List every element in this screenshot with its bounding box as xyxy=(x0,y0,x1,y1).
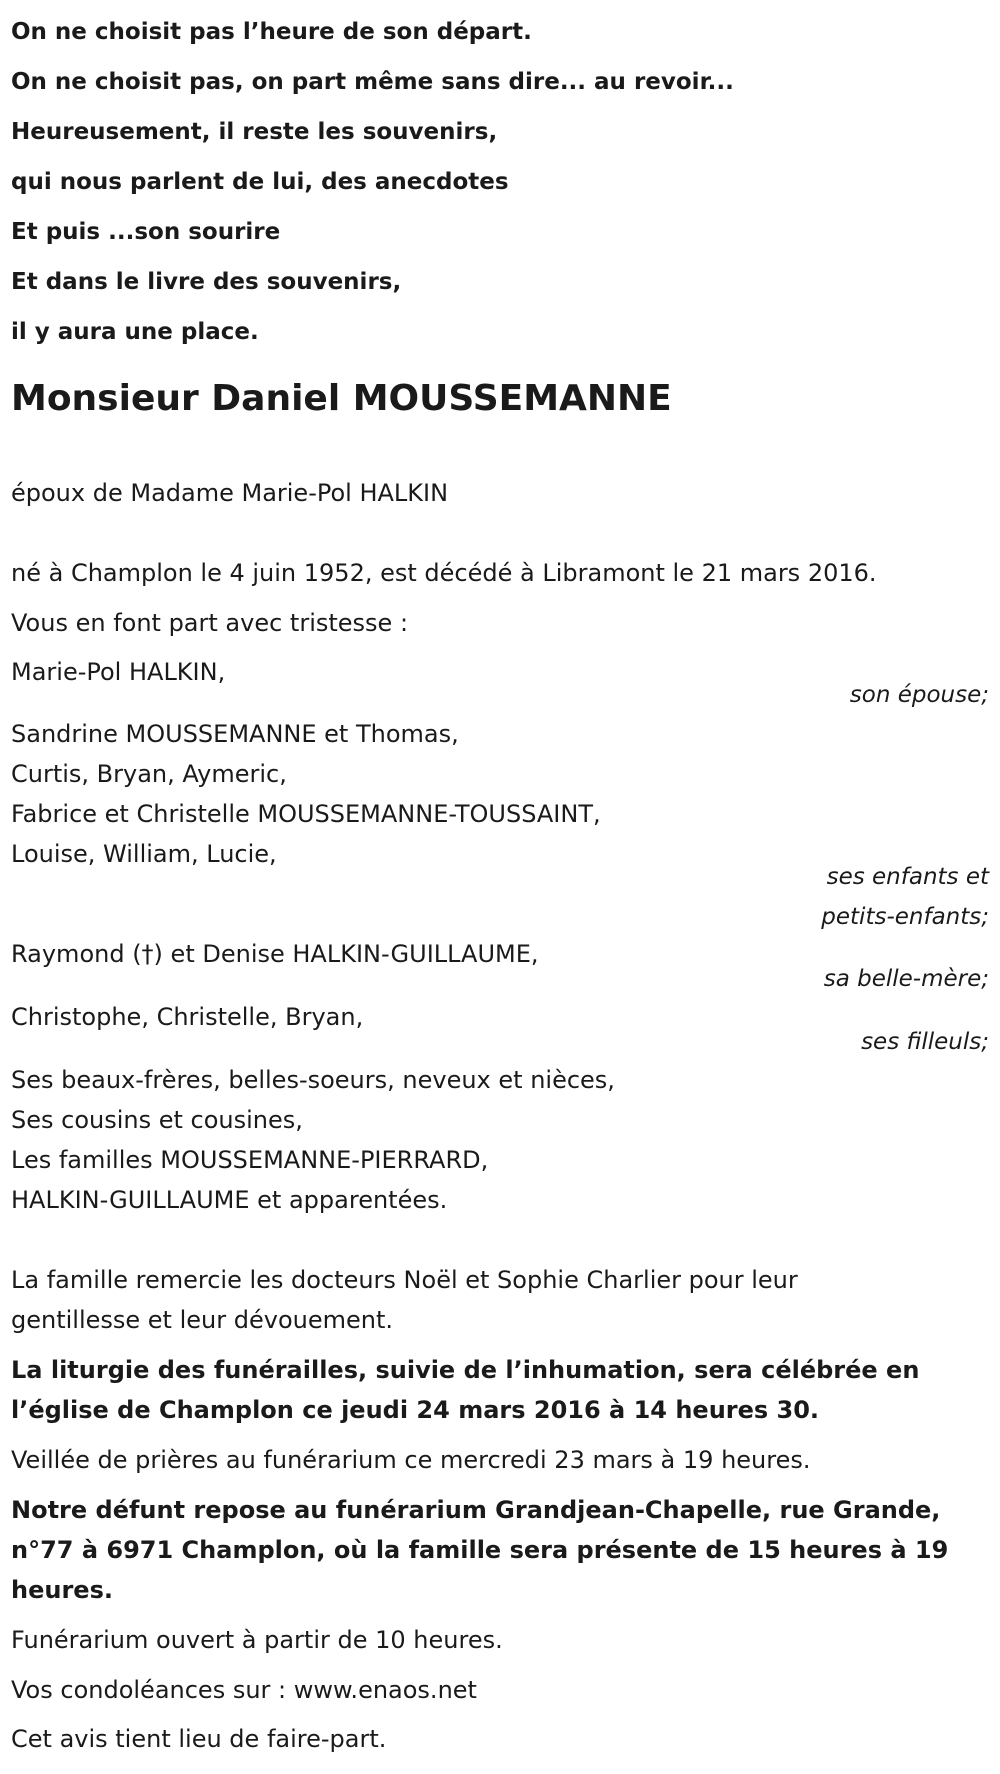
poem-line: qui nous parlent de lui, des anecdotes xyxy=(11,169,509,195)
vigil-line: Veillée de prières au funérarium ce mercredi 23 mars à 19 heures. xyxy=(11,1446,811,1474)
family-others-line: Les familles MOUSSEMANNE-PIERRARD, xyxy=(11,1146,489,1174)
family-godchildren: Christophe, Christelle, Bryan, xyxy=(11,1003,364,1031)
poem-line: On ne choisit pas, on part même sans dire... au revoir... xyxy=(11,69,734,95)
family-child-line: Curtis, Bryan, Aymeric, xyxy=(11,760,287,788)
family-child-line: Louise, William, Lucie, xyxy=(11,840,277,868)
thanks-line: La famille remercie les docteurs Noël et Sophie Charlier pour leur xyxy=(11,1266,798,1294)
family-child-line: Fabrice et Christelle MOUSSEMANNE-TOUSSAINT, xyxy=(11,800,601,828)
godchildren-role: ses filleuls; xyxy=(861,1029,989,1055)
family-others-line: HALKIN-GUILLAUME et apparentées. xyxy=(11,1186,448,1214)
inlaws-role: sa belle-mère; xyxy=(823,966,989,992)
family-spouse-role: son épouse; xyxy=(849,682,989,708)
birth-death-line: né à Champlon le 4 juin 1952, est décédé à Libramont le 21 mars 2016. xyxy=(11,559,877,587)
deceased-name: Monsieur Daniel MOUSSEMANNE xyxy=(11,378,672,419)
poem-line: Et puis ...son sourire xyxy=(11,219,281,245)
funeral-line: l’église de Champlon ce jeudi 24 mars 2016 à 14 heures 30. xyxy=(11,1396,820,1424)
family-spouse-name: Marie-Pol HALKIN, xyxy=(11,658,226,686)
family-others-line: Ses cousins et cousines, xyxy=(11,1106,303,1134)
opening-line: Funérarium ouvert à partir de 10 heures. xyxy=(11,1626,503,1654)
children-role-1: ses enfants et xyxy=(826,864,989,890)
poem-line: il y aura une place. xyxy=(11,319,259,345)
poem-line: Et dans le livre des souvenirs, xyxy=(11,269,402,295)
thanks-line: gentillesse et leur dévouement. xyxy=(11,1306,393,1334)
funeral-line: La liturgie des funérailles, suivie de l’inhumation, sera célébrée en xyxy=(11,1356,920,1384)
family-inlaws: Raymond (†) et Denise HALKIN-GUILLAUME, xyxy=(11,940,539,968)
rest-line: heures. xyxy=(11,1576,113,1604)
poem-line: Heureusement, il reste les souvenirs, xyxy=(11,119,498,145)
poem xyxy=(11,7,971,357)
rest-line: Notre défunt repose au funérarium Grandjean-Chapelle, rue Grande, xyxy=(11,1496,941,1524)
poem-line: On ne choisit pas l’heure de son départ. xyxy=(11,19,532,45)
rest-line: n°77 à 6971 Champlon, où la famille sera présente de 15 heures à 19 xyxy=(11,1536,949,1564)
children-role-2: petits-enfants; xyxy=(821,904,989,930)
notice-line: Cet avis tient lieu de faire-part. xyxy=(11,1725,387,1753)
announce-line: Vous en font part avec tristesse : xyxy=(11,609,409,637)
condolences-line: Vos condoléances sur : www.enaos.net xyxy=(11,1676,477,1704)
spouse-line: époux de Madame Marie-Pol HALKIN xyxy=(11,479,449,507)
family-child-line: Sandrine MOUSSEMANNE et Thomas, xyxy=(11,720,459,748)
family-others-line: Ses beaux-frères, belles-soeurs, neveux et nièces, xyxy=(11,1066,615,1094)
